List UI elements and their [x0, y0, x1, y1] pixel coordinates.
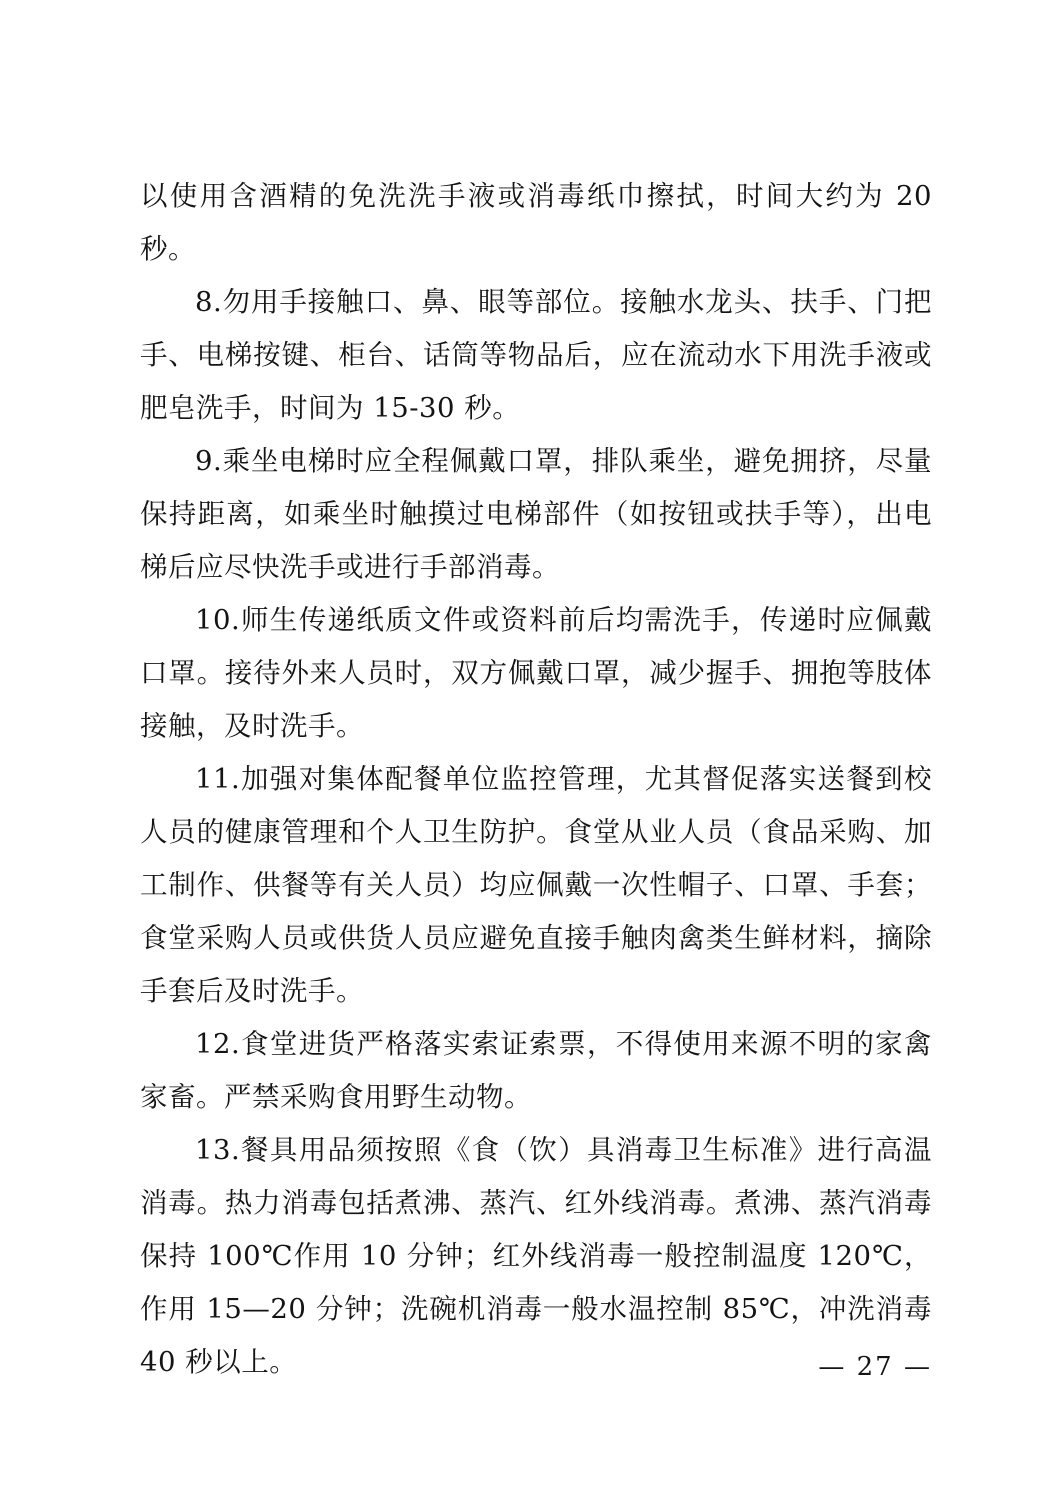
page-number: — 27 — — [818, 1352, 932, 1382]
document-body — [140, 170, 932, 1389]
paragraph-item-11: 11.加强对集体配餐单位监控管理，尤其督促落实送餐到校人员的健康管理和个人卫生防护。食堂从业人员（食品采购、加工制作、供餐等有关人员）均应佩戴一次性帽子、口罩、手套；食堂采购人员或供货人员应避免直接手触肉禽类生鲜材料，摘除手套后及时洗手。 — [140, 763, 932, 1007]
paragraph-item-12: 12.食堂进货严格落实索证索票，不得使用来源不明的家禽家畜。严禁采购食用野生动物。 — [140, 1028, 932, 1113]
paragraph-continued-line: 以使用含酒精的免洗洗手液或消毒纸巾擦拭，时间大约为 20 秒。 — [140, 180, 932, 265]
paragraph-item-10: 10.师生传递纸质文件或资料前后均需洗手，传递时应佩戴口罩。接待外来人员时，双方佩戴口罩，减少握手、拥抱等肢体接触，及时洗手。 — [140, 604, 932, 742]
paragraph-item-13: 13.餐具用品须按照《食（饮）具消毒卫生标准》进行高温消毒。热力消毒包括煮沸、蒸汽、红外线消毒。煮沸、蒸汽消毒保持 100℃作用 10 分钟；红外线消毒一般控制温度 120℃，作用 15—20 分钟；洗碗机消毒一般水温控制 85℃，冲洗消毒 40 秒以上。 — [140, 1134, 932, 1378]
paragraph-item-9: 9.乘坐电梯时应全程佩戴口罩，排队乘坐，避免拥挤，尽量保持距离，如乘坐时触摸过电梯部件（如按钮或扶手等），出电梯后应尽快洗手或进行手部消毒。 — [140, 445, 932, 583]
paragraph-item-8: 8.勿用手接触口、鼻、眼等部位。接触水龙头、扶手、门把手、电梯按键、柜台、话筒等物品后，应在流动水下用洗手液或肥皂洗手，时间为 15-30 秒。 — [140, 286, 932, 424]
